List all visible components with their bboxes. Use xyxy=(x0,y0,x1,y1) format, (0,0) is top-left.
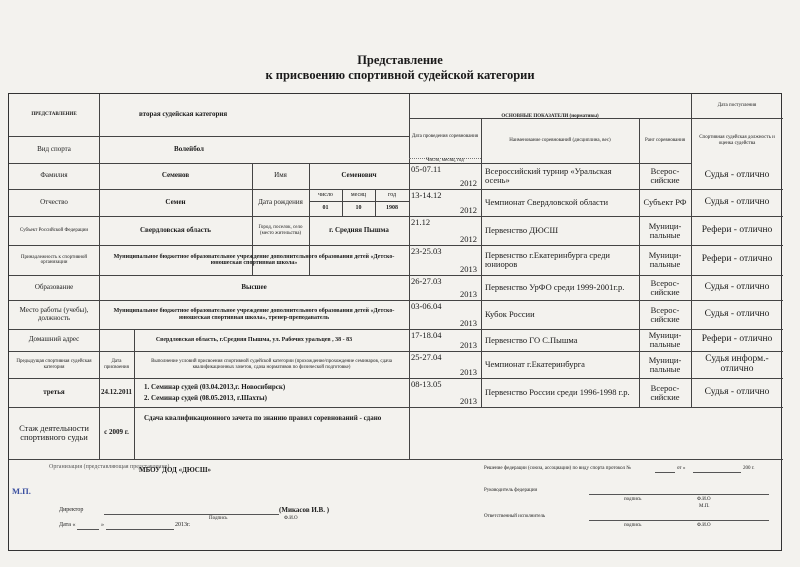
patronymic-label: Отчество xyxy=(40,197,68,206)
main-indicators-header: ОСНОВНЫЕ ПОКАЗАТЕЛИ (нормативы) xyxy=(501,113,599,119)
receipt-date-label: Дата поступления xyxy=(717,103,757,109)
col-date-header: Дата проведения соревнования xyxy=(411,134,479,140)
col-grade-header: Спортивная судейская должность и оценка судейства xyxy=(699,135,775,146)
federation-decision-from: от « xyxy=(677,466,686,471)
prev-conditions-label: Выполнение условий присвоения спортивной судейской категории (прохождение/прохождение семинаров, сдача квалификационных зачетов, сдача нормативов по физической подготовке) xyxy=(151,359,392,370)
footer-date-year: 2013г. xyxy=(175,522,191,528)
competition-rank: Всерос-сийские xyxy=(650,277,680,297)
judging-grade: Рефери - отлично xyxy=(701,224,773,235)
judging-grade: Рефери - отлично xyxy=(701,254,773,265)
prev-category-label: Предыдущая спортивная судейская категория xyxy=(16,359,92,370)
category-requested: вторая судейская категория xyxy=(139,110,228,119)
prev-date-label: Дата присвоения xyxy=(104,359,129,370)
responsible-sign: подпись xyxy=(624,523,642,528)
judging-grade: Судья информ.- отлично xyxy=(705,353,769,374)
judging-grade: Судья - отлично xyxy=(704,170,770,181)
birth-year: 1908 xyxy=(386,205,398,212)
education-value: Высшее xyxy=(241,282,267,291)
birth-year-header: год xyxy=(387,191,397,198)
competition-name: Первенство России среди 1996-1998 г.р. xyxy=(485,387,630,398)
competition-date: 03-06.04 xyxy=(411,301,442,311)
education-label: Образование xyxy=(34,282,74,291)
competition-rank: Всерос-сийские xyxy=(650,304,680,324)
competition-date: 13-14.12 xyxy=(411,190,442,200)
competition-name: Первенство УрФО среди 1999-2001г.р. xyxy=(485,282,625,293)
experience-year: с 2009 г. xyxy=(104,428,129,437)
name-label: Имя xyxy=(274,171,287,180)
competition-rank: Всерос-сийские xyxy=(650,166,680,185)
document-title: Представление xyxy=(357,53,443,67)
competition-rank: Муници-пальные xyxy=(648,220,682,240)
stamp-mp: М.П. xyxy=(12,486,31,496)
birth-day: 01 xyxy=(322,205,329,212)
birth-day-header: число xyxy=(318,191,333,198)
competition-date: 25-27.04 xyxy=(411,352,442,362)
competition-name: Первенство ГО С.Пышма xyxy=(485,334,578,345)
surname-value: Семенов xyxy=(161,171,190,180)
competition-date: 17-18.04 xyxy=(411,330,442,340)
competition-date: 23-25.03 xyxy=(411,246,442,256)
prev-category-date: 24.12.2011 xyxy=(100,387,133,396)
competition-rank: Муници-пальные xyxy=(648,354,682,374)
seminar-1: 1. Семинар судей (03.04.2013,г. Новосибирск) xyxy=(144,383,286,391)
competition-rank: Субъект РФ xyxy=(643,197,687,208)
competition-name: Чемпионат г.Екатеринбурга xyxy=(485,359,585,370)
competition-name: Всероссийский турнир «Уральская осень» xyxy=(485,166,612,185)
col-competition-header: Наименование соревнований (дисциплина, вес) xyxy=(509,137,611,143)
competition-name: Чемпионат Свердловской области xyxy=(485,197,609,208)
competition-year: 2012 xyxy=(460,205,477,215)
work-value: Муниципальное бюджетное образовательное учреждение дополнительного образования детей «Детско-юношеская спортивная школа», тренер-преподаватель xyxy=(113,308,395,321)
footer-org-label: Организация (представляющая представление) xyxy=(49,464,170,470)
qualification-exam: Сдача квалификационного зачета по знанию правил соревнований - сдано xyxy=(144,414,382,422)
competition-name: Первенство г.Екатеринбурга среди юниоров xyxy=(485,250,610,269)
subject-label: Субъект Российской Федерации xyxy=(19,227,89,233)
footer-date-mid: » xyxy=(101,522,104,528)
header-label: ПРЕДСТАВЛЕНИЕ xyxy=(31,112,77,118)
name-value: Семенович xyxy=(341,171,377,180)
responsible-fio: Ф.И.О xyxy=(697,523,711,528)
federation-head-sign: подпись xyxy=(624,497,642,502)
footer-org-value: МБОУ ДОД «ДЮСШ» xyxy=(139,466,212,474)
org-value: Муниципальное бюджетное образовательное учреждение дополнительного образования детей «Детско-юношеская спортивная школа» xyxy=(113,253,395,266)
patronymic-value: Семен xyxy=(165,197,186,206)
sport-label: Вид спорта xyxy=(37,144,71,153)
director-name: (Микасов И.В. ) xyxy=(279,506,330,514)
federation-decision-year: 200 г. xyxy=(743,466,755,471)
col-rank-header: Ранг соревнования xyxy=(644,137,686,143)
competition-year: 2012 xyxy=(460,178,477,188)
seminar-2: 2. Семинар судей (08.05.2013, г.Шахты) xyxy=(144,394,267,402)
city-value: г. Средняя Пышма xyxy=(329,225,389,234)
competition-rank: Всерос-сийские xyxy=(650,382,680,402)
competition-year: 2013 xyxy=(460,340,477,350)
federation-mp: М.П. xyxy=(699,504,710,509)
federation-head-label: Руководитель федерации xyxy=(484,488,538,493)
col-date-subheader: Число, месяц, год xyxy=(426,157,464,163)
competition-year: 2012 xyxy=(460,234,477,244)
competition-date: 05-07.11 xyxy=(411,164,442,174)
competition-name: Первенство ДЮСШ xyxy=(485,225,559,236)
federation-head-fio: Ф.И.О xyxy=(697,497,711,502)
competition-year: 2013 xyxy=(460,289,477,299)
judging-grade: Судья - отлично xyxy=(704,308,770,319)
sport-value: Волейбол xyxy=(174,144,204,153)
competition-year: 2013 xyxy=(460,318,477,328)
birth-month-header: месяц xyxy=(350,191,367,198)
judging-grade: Рефери - отлично xyxy=(701,334,773,345)
competition-year: 2013 xyxy=(460,396,477,406)
form-frame xyxy=(8,93,782,551)
prev-category-value: третья xyxy=(43,387,65,396)
competition-rank: Муници-пальные xyxy=(648,330,682,349)
competition-date: 08-13.05 xyxy=(411,379,442,389)
competition-date: 26-27.03 xyxy=(411,276,442,286)
address-label: Домашний адрес xyxy=(28,335,80,344)
competition-name: Кубок России xyxy=(485,309,535,320)
footer-date-label: Дата « xyxy=(59,522,76,528)
surname-label: Фамилия xyxy=(40,171,68,180)
birthdate-label: Дата рождения xyxy=(258,197,303,206)
responsible-label: Ответственный исполнитель xyxy=(484,514,546,519)
director-signature-caption: Подпись xyxy=(209,516,228,521)
document-subtitle: к присвоению спортивной судейской категории xyxy=(265,68,535,82)
director-label: Директор xyxy=(59,507,84,513)
judging-grade: Судья - отлично xyxy=(704,281,770,292)
judging-grade: Судья - отлично xyxy=(704,196,770,207)
competition-year: 2013 xyxy=(460,367,477,377)
director-fio-caption: Ф.И.О xyxy=(284,516,298,521)
org-label: Принадлежность к спортивной организации xyxy=(20,254,88,265)
subject-value: Свердловская область xyxy=(140,225,211,234)
judging-grade: Судья - отлично xyxy=(704,386,770,397)
competition-rank: Муници-пальные xyxy=(648,250,682,269)
competition-date: 21.12 xyxy=(411,217,431,227)
work-label: Место работы (учебы), должность xyxy=(19,306,89,322)
competition-year: 2013 xyxy=(460,264,477,274)
experience-label: Стаж деятельности спортивного судьи xyxy=(19,423,89,442)
city-label: Город, поселок, село (место жительства) xyxy=(258,225,303,236)
address-value: Свердловская область, г.Средняя Пышма, ул. Рабочих уральцев , 38 - 83 xyxy=(155,336,353,343)
birth-month: 10 xyxy=(355,205,362,212)
federation-decision: Решение федерации (союза, ассоциации) по виду спорта протокол № xyxy=(484,466,632,471)
